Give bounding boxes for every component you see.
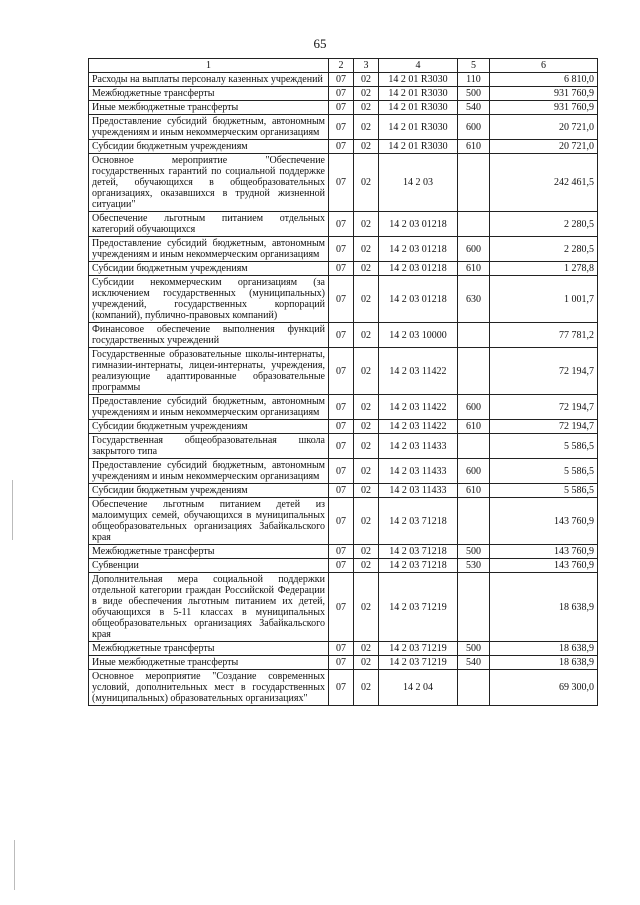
table-row xyxy=(89,140,598,154)
row-name: Основное мероприятие "Создание современных условий, дополнительных мест в государственных (муниципальных) образовательных организациях" xyxy=(89,670,329,706)
row-section: 07 xyxy=(329,140,354,154)
table-row xyxy=(89,434,598,459)
table-row xyxy=(89,559,598,573)
table-row xyxy=(89,484,598,498)
row-name: Иные межбюджетные трансферты xyxy=(89,101,329,115)
row-expense-type xyxy=(458,348,490,395)
row-subsection: 02 xyxy=(354,434,379,459)
row-name: Субсидии бюджетным учреждениям xyxy=(89,420,329,434)
row-name: Субсидии бюджетным учреждениям xyxy=(89,140,329,154)
row-target-code: 14 2 01 R3030 xyxy=(379,101,458,115)
row-subsection: 02 xyxy=(354,73,379,87)
scan-margin-mark xyxy=(14,840,15,890)
row-section: 07 xyxy=(329,101,354,115)
row-amount: 69 300,0 xyxy=(490,670,598,706)
row-expense-type xyxy=(458,670,490,706)
row-section: 07 xyxy=(329,154,354,212)
row-amount: 20 721,0 xyxy=(490,140,598,154)
table-row xyxy=(89,420,598,434)
column-header-subsection: 3 xyxy=(354,59,379,73)
row-target-code: 14 2 03 11422 xyxy=(379,420,458,434)
row-amount: 77 781,2 xyxy=(490,323,598,348)
column-header-amount: 6 xyxy=(490,59,598,73)
row-section: 07 xyxy=(329,434,354,459)
row-section: 07 xyxy=(329,276,354,323)
row-subsection: 02 xyxy=(354,573,379,642)
row-amount: 931 760,9 xyxy=(490,101,598,115)
row-target-code: 14 2 03 11433 xyxy=(379,484,458,498)
scan-margin-mark xyxy=(12,480,13,540)
row-subsection: 02 xyxy=(354,498,379,545)
row-amount: 2 280,5 xyxy=(490,212,598,237)
row-subsection: 02 xyxy=(354,484,379,498)
row-amount: 143 760,9 xyxy=(490,545,598,559)
row-section: 07 xyxy=(329,420,354,434)
row-expense-type xyxy=(458,498,490,545)
row-name: Иные межбюджетные трансферты xyxy=(89,656,329,670)
row-name: Межбюджетные трансферты xyxy=(89,87,329,101)
row-expense-type: 600 xyxy=(458,459,490,484)
row-subsection: 02 xyxy=(354,87,379,101)
table-row xyxy=(89,101,598,115)
row-section: 07 xyxy=(329,545,354,559)
row-section: 07 xyxy=(329,656,354,670)
row-amount: 20 721,0 xyxy=(490,115,598,140)
row-expense-type: 600 xyxy=(458,395,490,420)
row-expense-type xyxy=(458,154,490,212)
table-row xyxy=(89,87,598,101)
row-target-code: 14 2 03 xyxy=(379,154,458,212)
table-body xyxy=(89,73,598,706)
row-name: Предоставление субсидий бюджетным, автономным учреждениям и иным некоммерческим организациям xyxy=(89,115,329,140)
row-amount: 5 586,5 xyxy=(490,484,598,498)
row-subsection: 02 xyxy=(354,101,379,115)
row-expense-type: 500 xyxy=(458,87,490,101)
row-target-code: 14 2 03 01218 xyxy=(379,212,458,237)
row-expense-type: 110 xyxy=(458,73,490,87)
row-amount: 18 638,9 xyxy=(490,642,598,656)
row-name: Государственная общеобразовательная школа закрытого типа xyxy=(89,434,329,459)
table-row xyxy=(89,115,598,140)
row-target-code: 14 2 03 71218 xyxy=(379,498,458,545)
table-header-row xyxy=(89,59,598,73)
row-name: Субсидии некоммерческим организациям (за исключением государственных (муниципальных) учреждений, государственных корпораций (компаний), публично-правовых компаний) xyxy=(89,276,329,323)
row-subsection: 02 xyxy=(354,140,379,154)
row-target-code: 14 2 01 R3030 xyxy=(379,140,458,154)
row-section: 07 xyxy=(329,670,354,706)
row-amount: 1 001,7 xyxy=(490,276,598,323)
page-number: 65 xyxy=(313,36,327,51)
row-amount: 5 586,5 xyxy=(490,434,598,459)
row-name: Межбюджетные трансферты xyxy=(89,642,329,656)
row-section: 07 xyxy=(329,115,354,140)
row-target-code: 14 2 03 71219 xyxy=(379,573,458,642)
row-name: Государственные образовательные школы-интернаты, гимназии-интернаты, лицеи-интернаты, учреждения, реализующие адаптированные образовательные программы xyxy=(89,348,329,395)
row-section: 07 xyxy=(329,237,354,262)
row-expense-type: 610 xyxy=(458,420,490,434)
row-name: Межбюджетные трансферты xyxy=(89,545,329,559)
row-name: Предоставление субсидий бюджетным, автономным учреждениям и иным некоммерческим организациям xyxy=(89,459,329,484)
column-header-expense-type: 5 xyxy=(458,59,490,73)
table-row xyxy=(89,276,598,323)
row-name: Расходы на выплаты персоналу казенных учреждений xyxy=(89,73,329,87)
row-name: Обеспечение льготным питанием отдельных категорий обучающихся xyxy=(89,212,329,237)
row-section: 07 xyxy=(329,573,354,642)
row-expense-type: 540 xyxy=(458,656,490,670)
table-row xyxy=(89,545,598,559)
row-amount: 143 760,9 xyxy=(490,498,598,545)
row-name: Основное мероприятие "Обеспечение государственных гарантий по социальной поддержке детей, обучающихся в общеобразовательных организациях, оказавшихся в трудной жизненной ситуации" xyxy=(89,154,329,212)
row-expense-type: 540 xyxy=(458,101,490,115)
row-name: Обеспечение льготным питанием детей из малоимущих семей, обучающихся в муниципальных общеобразовательных организациях Забайкальского края xyxy=(89,498,329,545)
table-row xyxy=(89,670,598,706)
row-subsection: 02 xyxy=(354,276,379,323)
table-row xyxy=(89,348,598,395)
table-row xyxy=(89,642,598,656)
row-target-code: 14 2 01 R3030 xyxy=(379,73,458,87)
row-expense-type: 600 xyxy=(458,237,490,262)
column-header-name: 1 xyxy=(89,59,329,73)
table-row xyxy=(89,459,598,484)
row-target-code: 14 2 03 71218 xyxy=(379,559,458,573)
row-expense-type xyxy=(458,323,490,348)
row-amount: 2 280,5 xyxy=(490,237,598,262)
row-subsection: 02 xyxy=(354,642,379,656)
table-row xyxy=(89,262,598,276)
row-subsection: 02 xyxy=(354,212,379,237)
row-name: Субсидии бюджетным учреждениям xyxy=(89,484,329,498)
row-target-code: 14 2 03 11433 xyxy=(379,459,458,484)
column-header-section: 2 xyxy=(329,59,354,73)
row-target-code: 14 2 03 11422 xyxy=(379,395,458,420)
row-subsection: 02 xyxy=(354,237,379,262)
row-section: 07 xyxy=(329,642,354,656)
table-row xyxy=(89,237,598,262)
row-section: 07 xyxy=(329,484,354,498)
row-amount: 72 194,7 xyxy=(490,395,598,420)
row-amount: 5 586,5 xyxy=(490,459,598,484)
row-name: Субсидии бюджетным учреждениям xyxy=(89,262,329,276)
row-expense-type xyxy=(458,434,490,459)
row-name: Предоставление субсидий бюджетным, автономным учреждениям и иным некоммерческим организациям xyxy=(89,237,329,262)
row-target-code: 14 2 03 11422 xyxy=(379,348,458,395)
row-expense-type: 530 xyxy=(458,559,490,573)
row-subsection: 02 xyxy=(354,395,379,420)
row-amount: 931 760,9 xyxy=(490,87,598,101)
row-section: 07 xyxy=(329,262,354,276)
row-name: Субвенции xyxy=(89,559,329,573)
row-subsection: 02 xyxy=(354,459,379,484)
row-target-code: 14 2 03 10000 xyxy=(379,323,458,348)
row-expense-type: 610 xyxy=(458,262,490,276)
row-target-code: 14 2 03 01218 xyxy=(379,262,458,276)
table-row xyxy=(89,656,598,670)
row-name: Предоставление субсидий бюджетным, автономным учреждениям и иным некоммерческим организациям xyxy=(89,395,329,420)
row-amount: 18 638,9 xyxy=(490,656,598,670)
budget-table xyxy=(88,58,598,706)
row-target-code: 14 2 04 xyxy=(379,670,458,706)
row-subsection: 02 xyxy=(354,323,379,348)
row-target-code: 14 2 03 71219 xyxy=(379,642,458,656)
row-amount: 242 461,5 xyxy=(490,154,598,212)
row-expense-type: 500 xyxy=(458,545,490,559)
row-expense-type: 500 xyxy=(458,642,490,656)
row-section: 07 xyxy=(329,498,354,545)
table-row xyxy=(89,212,598,237)
row-name: Дополнительная мера социальной поддержки отдельной категории граждан Российской Федерации в виде обеспечения льготным питанием их детей, обучающихся в 5-11 классах в муниципальных общеобразовательных организациях Забайкальского края xyxy=(89,573,329,642)
row-name: Финансовое обеспечение выполнения функций государственных учреждений xyxy=(89,323,329,348)
table-row xyxy=(89,323,598,348)
row-target-code: 14 2 01 R3030 xyxy=(379,115,458,140)
row-subsection: 02 xyxy=(354,115,379,140)
row-target-code: 14 2 03 71219 xyxy=(379,656,458,670)
row-subsection: 02 xyxy=(354,559,379,573)
row-subsection: 02 xyxy=(354,262,379,276)
row-section: 07 xyxy=(329,212,354,237)
row-target-code: 14 2 03 11433 xyxy=(379,434,458,459)
row-section: 07 xyxy=(329,323,354,348)
table-row xyxy=(89,154,598,212)
row-amount: 1 278,8 xyxy=(490,262,598,276)
row-section: 07 xyxy=(329,459,354,484)
row-expense-type: 610 xyxy=(458,140,490,154)
row-subsection: 02 xyxy=(354,420,379,434)
row-section: 07 xyxy=(329,348,354,395)
row-target-code: 14 2 03 01218 xyxy=(379,276,458,323)
row-amount: 6 810,0 xyxy=(490,73,598,87)
row-expense-type xyxy=(458,573,490,642)
row-amount: 18 638,9 xyxy=(490,573,598,642)
row-section: 07 xyxy=(329,73,354,87)
row-subsection: 02 xyxy=(354,670,379,706)
row-subsection: 02 xyxy=(354,545,379,559)
row-subsection: 02 xyxy=(354,154,379,212)
row-expense-type: 610 xyxy=(458,484,490,498)
row-section: 07 xyxy=(329,395,354,420)
row-amount: 72 194,7 xyxy=(490,420,598,434)
column-header-target-code: 4 xyxy=(379,59,458,73)
row-target-code: 14 2 01 R3030 xyxy=(379,87,458,101)
row-amount: 72 194,7 xyxy=(490,348,598,395)
row-expense-type: 600 xyxy=(458,115,490,140)
row-expense-type xyxy=(458,212,490,237)
table-row xyxy=(89,395,598,420)
row-amount: 143 760,9 xyxy=(490,559,598,573)
row-subsection: 02 xyxy=(354,656,379,670)
row-expense-type: 630 xyxy=(458,276,490,323)
table-row xyxy=(89,498,598,545)
table-row xyxy=(89,73,598,87)
row-section: 07 xyxy=(329,559,354,573)
row-subsection: 02 xyxy=(354,348,379,395)
table-row xyxy=(89,573,598,642)
row-target-code: 14 2 03 01218 xyxy=(379,237,458,262)
row-section: 07 xyxy=(329,87,354,101)
row-target-code: 14 2 03 71218 xyxy=(379,545,458,559)
